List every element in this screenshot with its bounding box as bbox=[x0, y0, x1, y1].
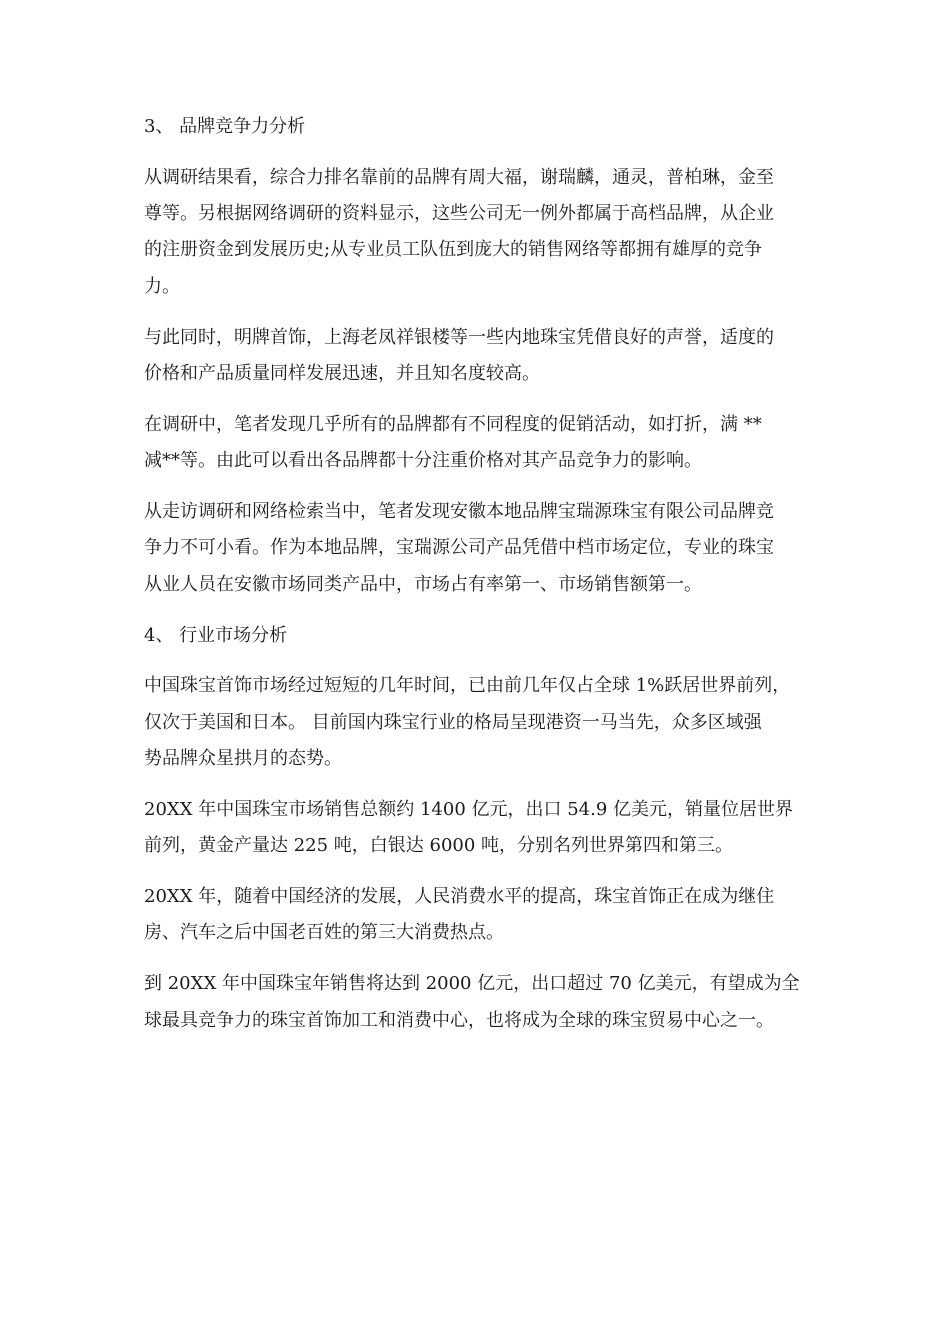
paragraph-line: 争力不可小看。作为本地品牌，宝瑞源公司产品凭借中档市场定位，专业的珠宝 bbox=[144, 537, 774, 559]
paragraph-line: 从业人员在安徽市场同类产品中，市场占有率第一、市场销售额第一。 bbox=[144, 573, 702, 595]
paragraph-line: 从调研结果看，综合力排名靠前的品牌有周大福，谢瑞麟，通灵，普柏琳，金至 bbox=[144, 166, 774, 188]
paragraph-line: 在调研中，笔者发现几乎所有的品牌都有不同程度的促销活动，如打折，满 ** bbox=[144, 413, 762, 435]
paragraph-line: 从走访调研和网络检索当中，笔者发现安徽本地品牌宝瑞源珠宝有限公司品牌竞 bbox=[144, 501, 774, 523]
paragraph bbox=[144, 407, 816, 480]
paragraph bbox=[144, 792, 816, 865]
paragraph-line: 尊等。另根据网络调研的资料显示，这些公司无一例外都属于高档品牌，从企业 bbox=[144, 203, 774, 225]
paragraph bbox=[144, 879, 816, 952]
paragraph-line: 势品牌众星拱月的态势。 bbox=[144, 748, 342, 770]
paragraph-line: 球最具竞争力的珠宝首饰加工和消费中心，也将成为全球的珠宝贸易中心之一。 bbox=[144, 1009, 774, 1031]
paragraph-line: 房、汽车之后中国老百姓的第三大消费热点。 bbox=[144, 922, 504, 944]
paragraph bbox=[144, 966, 816, 1039]
paragraph-line: 仅次于美国和日本。 目前国内珠宝行业的格局呈现港资一马当先，众多区域强 bbox=[144, 711, 762, 733]
paragraph-line: 减**等。由此可以看出各品牌都十分注重价格对其产品竞争力的影响。 bbox=[144, 450, 702, 472]
paragraph-line: 20XX 年，随着中国经济的发展，人民消费水平的提高，珠宝首饰正在成为继住 bbox=[144, 886, 775, 908]
paragraph-line: 力。 bbox=[144, 275, 180, 297]
paragraph bbox=[144, 160, 816, 305]
section-heading-industry-market: 4、 行业市场分析 bbox=[144, 624, 288, 646]
paragraph-line: 到 20XX 年中国珠宝年销售将达到 2000 亿元，出口超过 70 亿美元，有望成为全 bbox=[144, 973, 800, 995]
document-body bbox=[144, 109, 816, 1053]
paragraph-line: 20XX 年中国珠宝市场销售总额约 1400 亿元，出口 54.9 亿美元，销量位居世界 bbox=[144, 798, 794, 820]
paragraph bbox=[144, 494, 816, 603]
section-heading-brand-competitiveness: 3、 品牌竞争力分析 bbox=[144, 116, 306, 137]
paragraph-line: 的注册资金到发展历史;从专业员工队伍到庞大的销售网络等都拥有雄厚的竞争 bbox=[144, 239, 763, 261]
paragraph-line: 与此同时，明牌首饰，上海老凤祥银楼等一些内地珠宝凭借良好的声誉，适度的 bbox=[144, 326, 774, 348]
paragraph bbox=[144, 668, 816, 777]
paragraph-line: 中国珠宝首饰市场经过短短的几年时间，已由前几年仅占全球 1%跃居世界前列， bbox=[144, 675, 791, 697]
paragraph-line: 价格和产品质量同样发展迅速，并且知名度较高。 bbox=[144, 362, 540, 384]
paragraph bbox=[144, 320, 816, 393]
paragraph-line: 前列，黄金产量达 225 吨，白银达 6000 吨，分别名列世界第四和第三。 bbox=[144, 835, 734, 857]
